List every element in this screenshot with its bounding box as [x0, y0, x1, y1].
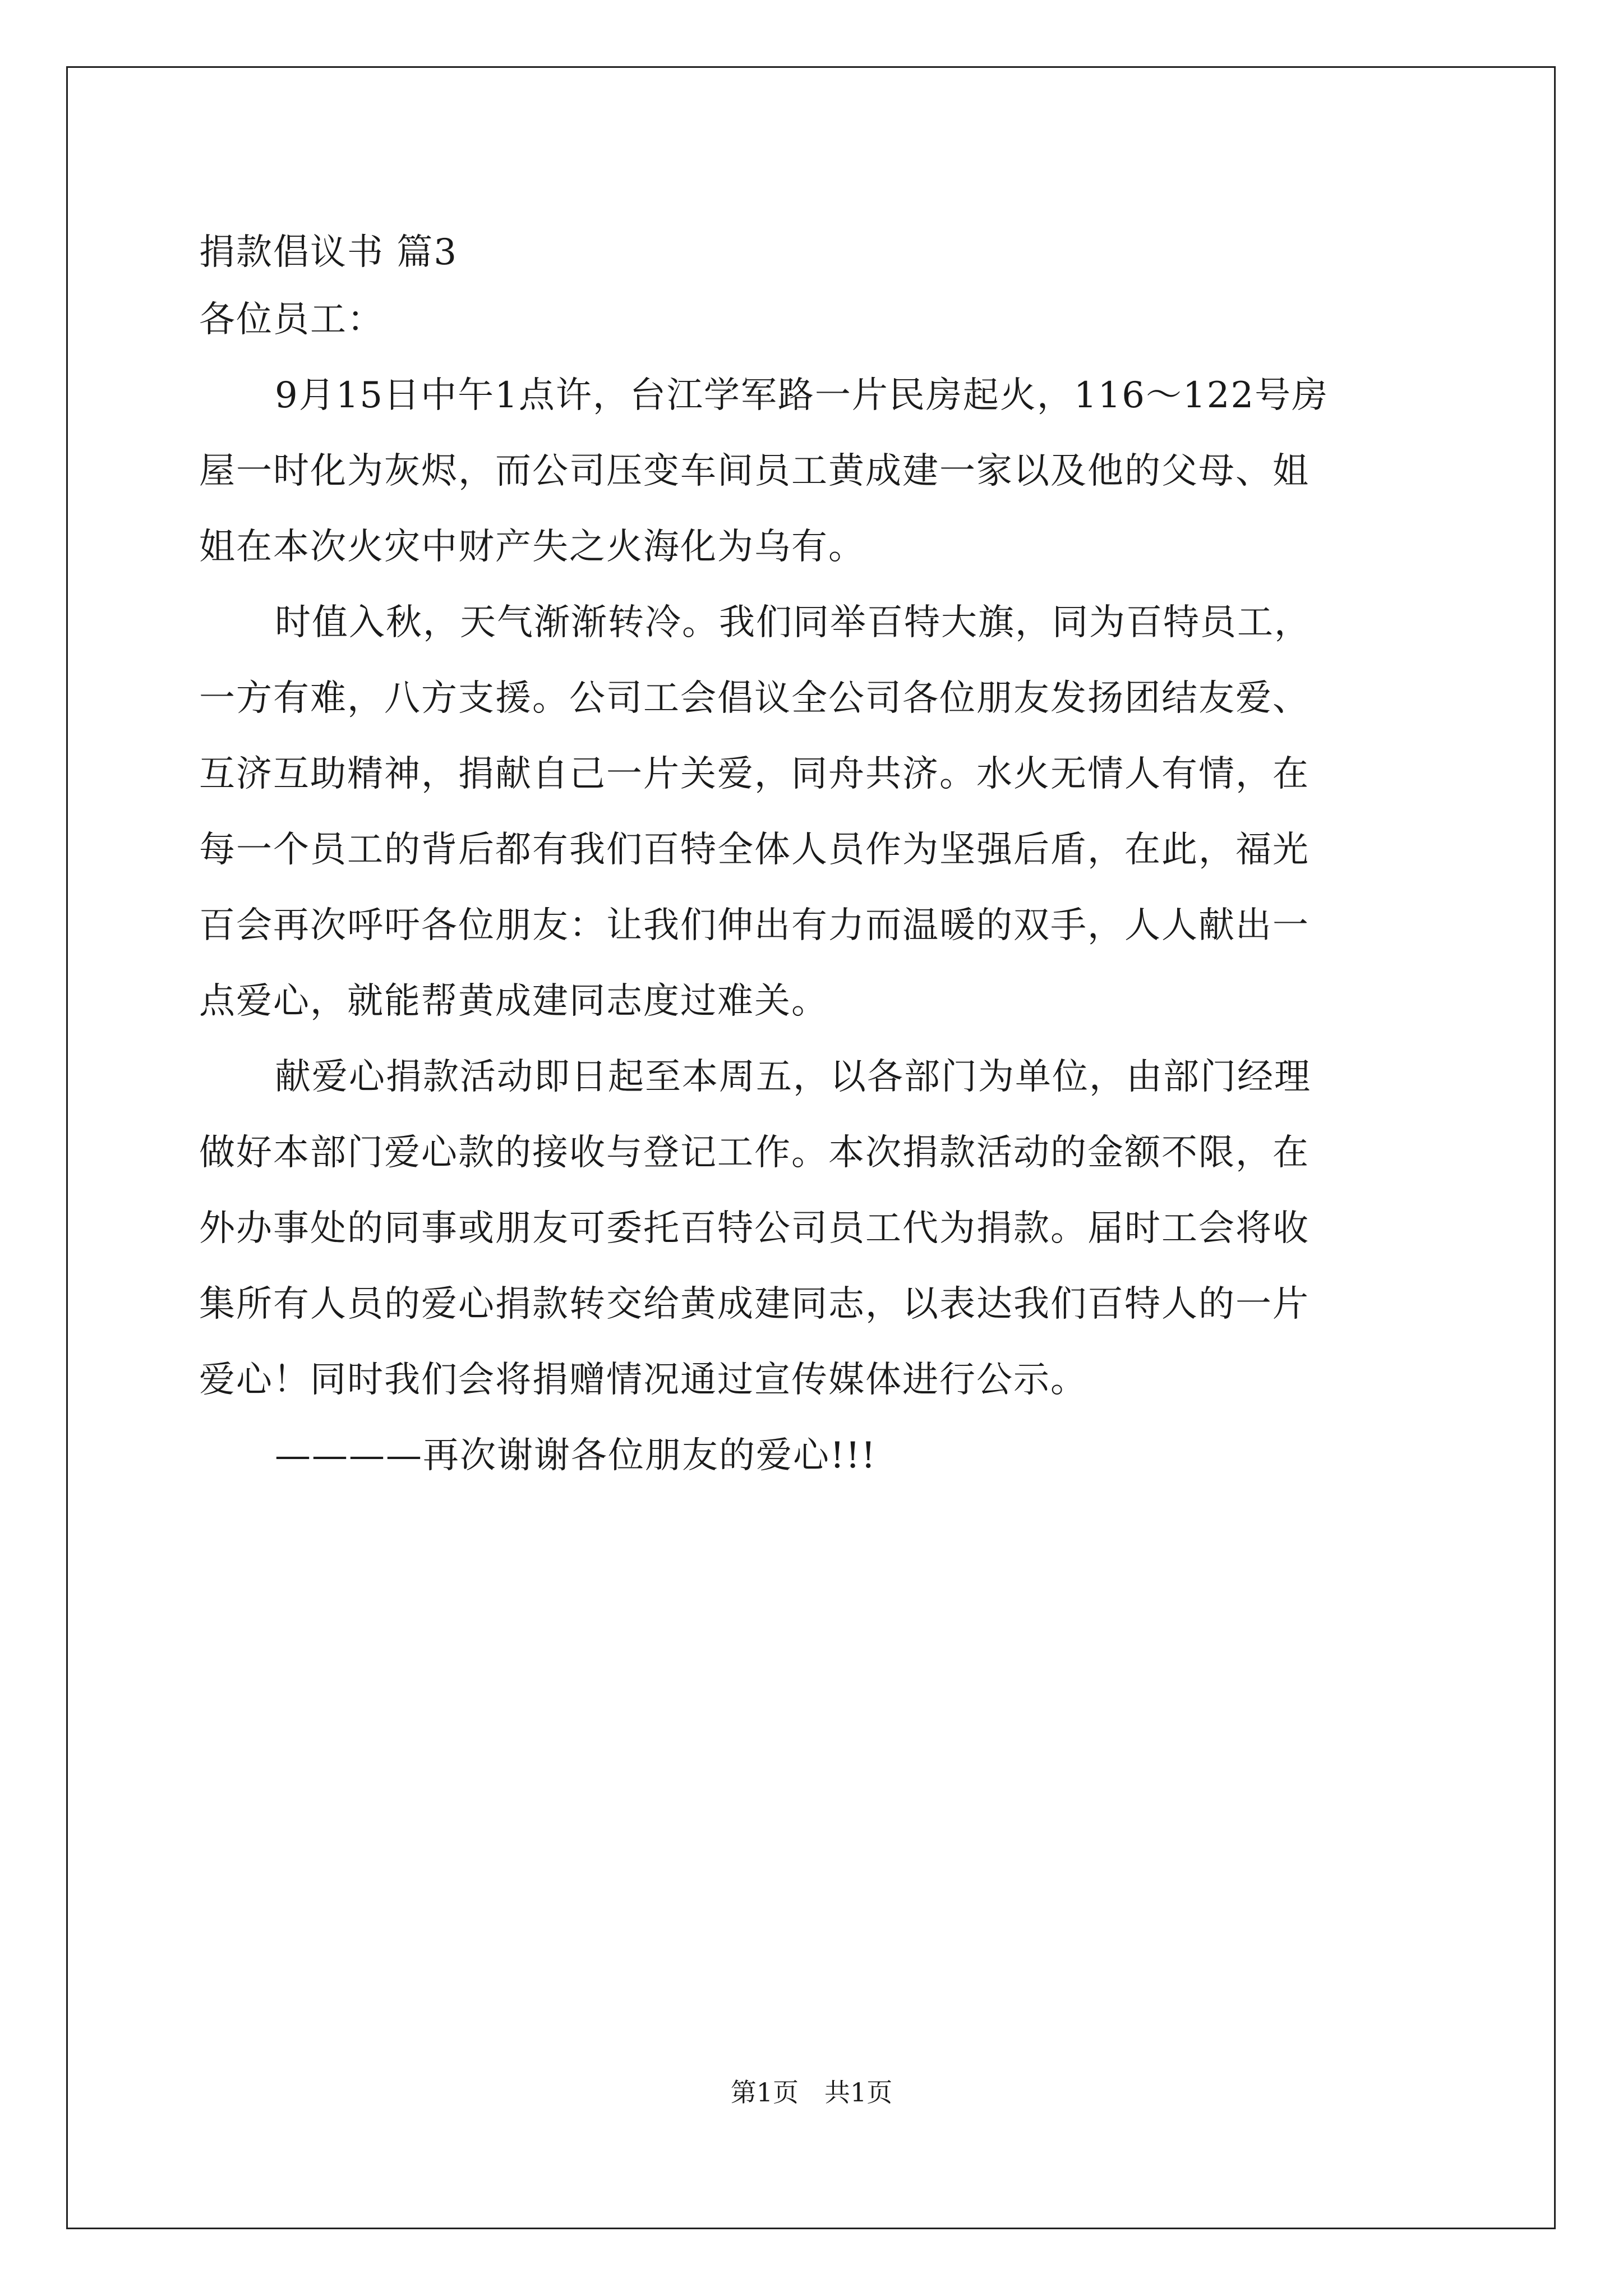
- paragraph-3-line-1: 献爱心捐款活动即日起至本周五，以各部门为单位，由部门经理: [275, 1056, 1311, 1098]
- salutation: 各位员工：: [199, 299, 384, 341]
- paragraph-2-line-1: 时值入秋，天气渐渐转冷。我们同举百特大旗，同为百特员工，: [275, 602, 1311, 643]
- paragraph-2-line-4: 每一个员工的背后都有我们百特全体人员作为坚强后盾，在此，福光: [199, 829, 1310, 871]
- paragraph-2-line-2: 一方有难，八方支援。公司工会倡议全公司各位朋友发扬团结友爱、: [199, 678, 1310, 719]
- closing-line: ————再次谢谢各位朋友的爱心!!!: [275, 1435, 877, 1476]
- paragraph-1-line-1: 9月15日中午1点许，台江学军路一片民房起火，116～122号房: [275, 375, 1329, 416]
- paragraph-3-line-2: 做好本部门爱心款的接收与登记工作。本次捐款活动的金额不限，在: [199, 1132, 1310, 1174]
- page-footer: 第1页 共1页: [730, 2077, 893, 2108]
- paragraph-1-line-2: 屋一时化为灰烬，而公司压变车间员工黄成建一家以及他的父母、姐: [199, 450, 1310, 492]
- document-title: 捐款倡议书 篇3: [199, 232, 458, 273]
- paragraph-2-line-6: 点爱心，就能帮黄成建同志度过难关。: [199, 981, 828, 1022]
- paragraph-3-line-5: 爱心！同时我们会将捐赠情况通过宣传媒体进行公示。: [199, 1359, 1087, 1401]
- paragraph-1-line-3: 姐在本次火灾中财产失之火海化为乌有。: [199, 526, 865, 568]
- paragraph-3-line-4: 集所有人员的爱心捐款转交给黄成建同志，以表达我们百特人的一片: [199, 1283, 1310, 1325]
- paragraph-3-line-3: 外办事处的同事或朋友可委托百特公司员工代为捐款。届时工会将收: [199, 1208, 1310, 1249]
- paragraph-2-line-3: 互济互助精神，捐献自己一片关爱，同舟共济。水火无情人有情，在: [199, 753, 1310, 795]
- paragraph-2-line-5: 百会再次呼吁各位朋友：让我们伸出有力而温暖的双手，人人献出一: [199, 905, 1310, 946]
